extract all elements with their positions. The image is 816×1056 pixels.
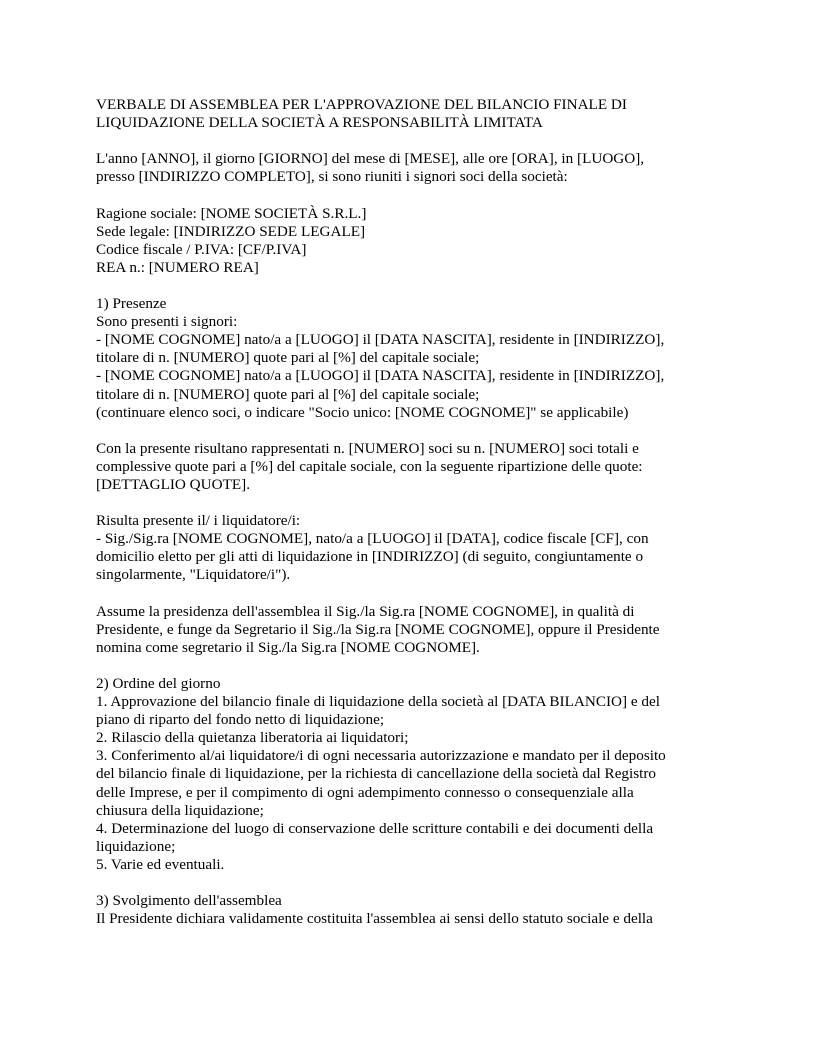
text-line: 2) Ordine del giorno xyxy=(96,675,221,692)
text-line: presso [INDIRIZZO COMPLETO], si sono riuniti i signori soci della società: xyxy=(96,168,568,186)
paragraph-rappresentanza xyxy=(96,440,710,494)
paragraph-company-details xyxy=(96,205,710,277)
paragraph-preamble xyxy=(96,150,710,186)
text-line: liquidazione; xyxy=(96,837,176,855)
text-line: domicilio eletto per gli atti di liquidazione in [INDIRIZZO] (di seguito, congiuntamente o xyxy=(96,548,644,566)
text-line: piano di riparto del fondo netto di liquidazione; xyxy=(96,711,385,729)
text-line: Il Presidente dichiara validamente costituita l'assemblea ai sensi dello statuto sociale e della xyxy=(96,910,653,928)
text-line: Assume la presidenza dell'assemblea il Sig./la Sig.ra [NOME COGNOME], in qualità di xyxy=(96,602,635,620)
text-line: chiusura della liquidazione; xyxy=(96,801,264,819)
text-line: 3. Conferimento al/ai liquidatore/i di ogni necessaria autorizzazione e mandato per il deposito xyxy=(96,747,666,765)
text-line: - Sig./Sig.ra [NOME COGNOME], nato/a a [LUOGO] il [DATA], codice fiscale [CF], con xyxy=(96,530,649,548)
text-line: LIQUIDAZIONE DELLA SOCIETÀ A RESPONSABILITÀ LIMITATA xyxy=(96,114,543,132)
text-line: singolarmente, "Liquidatore/i"). xyxy=(96,566,291,584)
text-line: VERBALE DI ASSEMBLEA PER L'APPROVAZIONE DEL BILANCIO FINALE DI xyxy=(96,96,627,113)
text-line: complessive quote pari a [%] del capitale sociale, con la seguente ripartizione delle quote: xyxy=(96,457,643,475)
paragraph-section-2-ordine-del-giorno xyxy=(96,675,710,874)
text-line: Sono presenti i signori: xyxy=(96,313,238,331)
text-line: - [NOME COGNOME] nato/a a [LUOGO] il [DATA NASCITA], residente in [INDIRIZZO], xyxy=(96,367,665,385)
paragraph-liquidatori xyxy=(96,512,710,584)
paragraph-section-3-svolgimento xyxy=(96,892,710,928)
text-line: 5. Varie ed eventuali. xyxy=(96,855,225,873)
text-line: nomina come segretario il Sig./la Sig.ra [NOME COGNOME]. xyxy=(96,638,480,656)
paragraph-title xyxy=(96,96,710,132)
text-line: Ragione sociale: [NOME SOCIETÀ S.R.L.] xyxy=(96,204,367,222)
text-line: (continuare elenco soci, o indicare "Socio unico: [NOME COGNOME]" se applicabile) xyxy=(96,403,629,421)
paragraph-section-1-presenze xyxy=(96,295,710,422)
text-line: - [NOME COGNOME] nato/a a [LUOGO] il [DATA NASCITA], residente in [INDIRIZZO], xyxy=(96,331,665,349)
text-line: 2. Rilascio della quietanza liberatoria ai liquidatori; xyxy=(96,729,409,747)
text-line: Sede legale: [INDIRIZZO SEDE LEGALE] xyxy=(96,222,366,240)
text-line: Codice fiscale / P.IVA: [CF/P.IVA] xyxy=(96,240,307,258)
text-line: del bilancio finale di liquidazione, per la richiesta di cancellazione della società dal Registro xyxy=(96,765,657,783)
text-line: Risulta presente il/ i liquidatore/i: xyxy=(96,512,301,530)
text-line: [DETTAGLIO QUOTE]. xyxy=(96,475,250,493)
text-line: titolare di n. [NUMERO] quote pari al [%] del capitale sociale; xyxy=(96,385,480,403)
document-body xyxy=(96,96,710,928)
text-line: delle Imprese, e per il compimento di ogni adempimento connesso o consequenziale alla xyxy=(96,783,634,801)
text-line: 1. Approvazione del bilancio finale di liquidazione della società al [DATA BILANCIO] e del xyxy=(96,693,660,711)
text-line: 1) Presenze xyxy=(96,295,167,313)
text-line: REA n.: [NUMERO REA] xyxy=(96,258,259,276)
text-line: 3) Svolgimento dell'assemblea xyxy=(96,892,282,910)
text-line: L'anno [ANNO], il giorno [GIORNO] del mese di [MESE], alle ore [ORA], in [LUOGO], xyxy=(96,150,645,168)
text-line: Presidente, e funge da Segretario il Sig./la Sig.ra [NOME COGNOME], oppure il Presidente xyxy=(96,620,660,638)
text-line: Con la presente risultano rappresentati n. [NUMERO] soci su n. [NUMERO] soci totali e xyxy=(96,439,639,457)
paragraph-presidenza xyxy=(96,603,710,657)
text-line: titolare di n. [NUMERO] quote pari al [%] del capitale sociale; xyxy=(96,349,480,367)
text-line: 4. Determinazione del luogo di conservazione delle scritture contabili e dei documenti della xyxy=(96,819,654,837)
